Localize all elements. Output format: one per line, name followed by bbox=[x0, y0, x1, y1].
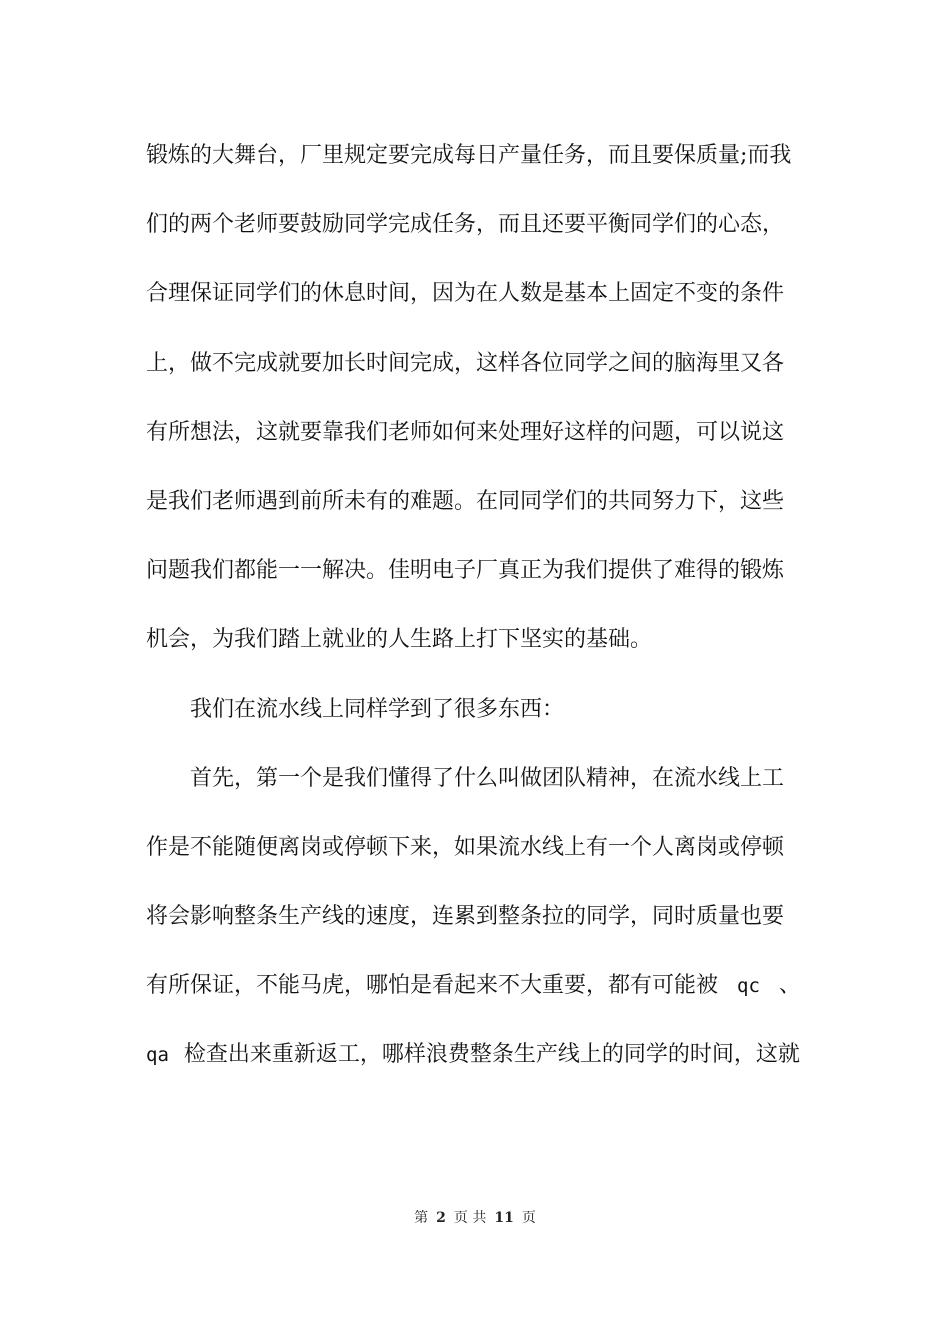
page-footer bbox=[0, 1208, 950, 1228]
footer-prefix: 第 bbox=[414, 1210, 429, 1226]
text-segment-qa: qa bbox=[146, 1044, 169, 1067]
footer-suffix: 页 bbox=[521, 1210, 536, 1226]
footer-middle: 页 共 bbox=[453, 1210, 487, 1226]
body-text bbox=[146, 128, 806, 1097]
text-line: 将会影响整条生产线的速度，连累到整条拉的同学，同时质量也要 bbox=[146, 904, 785, 930]
text-line: 我们在流水线上同样学到了很多东西： bbox=[190, 696, 565, 722]
text-line: 上，做不完成就要加长时间完成，这样各位同学之间的脑海里又各 bbox=[146, 350, 785, 376]
text-segment-comma: 、 bbox=[778, 973, 801, 999]
text-line: 首先，第一个是我们懂得了什么叫做团队精神，在流水线上工 bbox=[190, 765, 785, 791]
footer-total-pages: 11 bbox=[494, 1210, 514, 1226]
text-segment: 有所保证，不能马虎，哪怕是看起来不大重要，都有可能被 bbox=[146, 973, 719, 999]
text-line: 问题我们都能一一解决。佳明电子厂真正为我们提供了难得的锻炼 bbox=[146, 558, 785, 584]
text-line: 们的两个老师要鼓励同学完成任务，而且还要平衡同学们的心态， bbox=[146, 212, 785, 238]
text-line: 合理保证同学们的休息时间，因为在人数是基本上固定不变的条件 bbox=[146, 281, 785, 307]
text-segment: 检查出来重新返工，哪样浪费整条生产线上的同学的时间，这就 bbox=[183, 1042, 800, 1068]
footer-page-number: 2 bbox=[436, 1210, 446, 1226]
text-line: 有所想法，这就要靠我们老师如何来处理好这样的问题，可以说这 bbox=[146, 419, 785, 445]
text-line bbox=[146, 1027, 806, 1096]
text-line: 是我们老师遇到前所未有的难题。在同同学们的共同努力下，这些 bbox=[146, 488, 785, 514]
text-segment-qc: qc bbox=[737, 975, 760, 998]
text-line: 锻炼的大舞台，厂里规定要完成每日产量任务，而且要保质量;而我 bbox=[146, 143, 792, 168]
text-line bbox=[146, 958, 806, 1027]
text-line: 机会，为我们踏上就业的人生路上打下坚实的基础。 bbox=[146, 627, 653, 653]
text-line: 作是不能随便离岗或停顿下来，如果流水线上有一个人离岗或停顿 bbox=[146, 834, 785, 860]
